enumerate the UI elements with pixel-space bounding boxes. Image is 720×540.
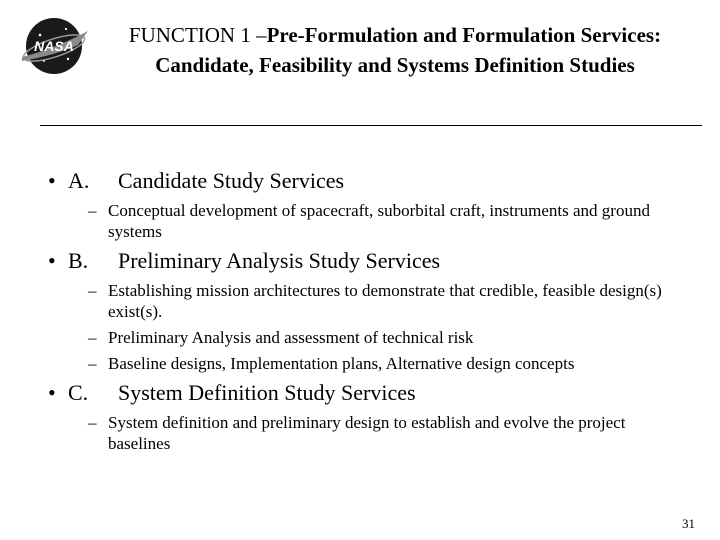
section-b-heading [48,248,440,274]
slide-title [100,20,690,80]
item-text: Conceptual development of spacecraft, suborbital craft, instruments and ground systems [108,201,650,241]
dash-marker: – [88,413,97,432]
section-letter: C. [68,380,89,405]
item-text: Establishing mission architectures to demonstrate that credible, feasible design(s) exist(s). [108,281,662,321]
bullet-marker: • [48,168,56,193]
section-b-item [88,353,688,374]
section-letter: B. [68,248,89,273]
logo-text: NASA [34,38,74,54]
bullet-marker: • [48,380,56,405]
section-a-item [88,200,688,242]
item-text: Preliminary Analysis and assessment of technical risk [108,328,474,347]
section-title: Preliminary Analysis Study Services [118,248,441,273]
item-text: Baseline designs, Implementation plans, Alternative design concepts [108,354,575,373]
section-title: Candidate Study Services [118,168,345,193]
section-c-heading [48,380,416,406]
title-divider [40,125,702,126]
section-a-heading [48,168,344,194]
section-c-item [88,412,688,454]
section-b-item [88,327,688,348]
dash-marker: – [88,201,97,220]
slide-title-bold: Pre-Formulation and Formulation Services: Candidate, Feasibility and Systems Definition Studies [155,23,662,77]
nasa-logo [18,15,90,77]
bullet-marker: • [48,248,56,273]
slide-title-plain: FUNCTION 1 – [128,23,267,47]
section-letter: A. [68,168,90,193]
logo-star [39,34,42,37]
dash-marker: – [88,281,97,300]
section-title: System Definition Study Services [118,380,416,405]
section-b-item [88,280,688,322]
page-number: 31 [682,516,695,531]
logo-star [65,28,67,30]
dash-marker: – [88,354,97,373]
logo-star [67,58,69,60]
dash-marker: – [88,328,97,347]
item-text: System definition and preliminary design to establish and evolve the project baselines [108,413,626,453]
